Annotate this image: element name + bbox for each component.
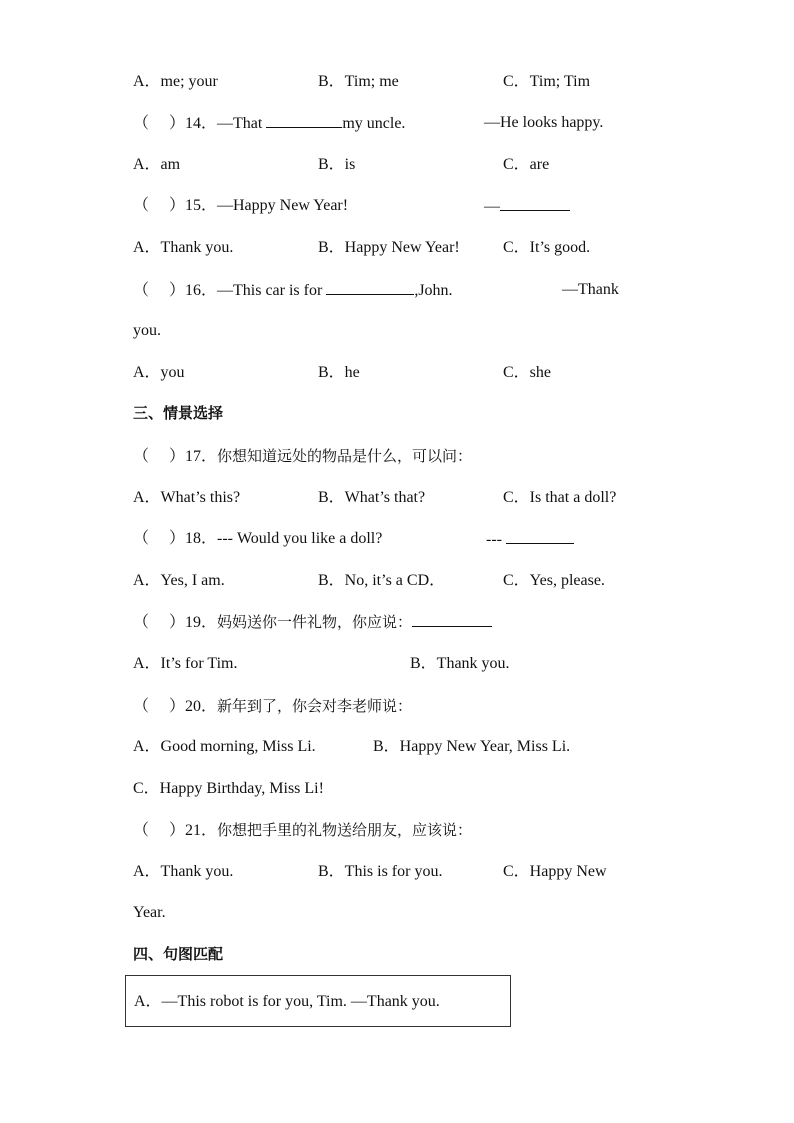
q15-option-b: B．Happy New Year! xyxy=(318,239,460,256)
q18-blank xyxy=(506,529,574,544)
q14-prefix: （ ）14．—That xyxy=(133,115,263,132)
q18-question: （ ）18．--- Would you like a doll? xyxy=(133,530,383,547)
q18-reply xyxy=(486,529,574,550)
q16-option-a: A．you xyxy=(133,364,185,381)
q15-option-a: A．Thank you. xyxy=(133,239,234,256)
q18-reply-dash: --- xyxy=(486,531,502,548)
q21-option-b: B．This is for you. xyxy=(318,863,443,880)
q15-reply-dash: — xyxy=(484,198,500,215)
q16-blank xyxy=(326,280,414,295)
q13-option-a: A．me; your xyxy=(133,73,218,90)
q20-prefix: （ ）20． xyxy=(133,698,218,715)
q13-option-c: C．Tim; Tim xyxy=(503,73,591,90)
q14-option-a: A．am xyxy=(133,156,181,173)
q15-option-c: C．It’s good. xyxy=(503,239,591,256)
section-4-title: 四、句图匹配 xyxy=(133,945,224,963)
q16-mid: ,John. xyxy=(414,282,453,299)
section-3-title: 三、情景选择 xyxy=(133,404,224,422)
q16-reply: —Thank xyxy=(562,281,619,298)
q15-reply xyxy=(484,196,570,217)
q17-text: 你想知道远处的物品是什么，可以问： xyxy=(217,447,473,465)
q14-mid: my uncle. xyxy=(342,115,406,132)
q19-text: 妈妈送你一件礼物，你应说： xyxy=(217,613,413,631)
q21-option-c: C．Happy New xyxy=(503,863,607,880)
q18-option-c: C．Yes, please. xyxy=(503,572,605,589)
q20-question xyxy=(133,696,412,717)
q19-option-a: A．It’s for Tim. xyxy=(133,655,238,672)
q19-option-b: B．Thank you. xyxy=(410,655,510,672)
q19-prefix: （ ）19． xyxy=(133,614,218,631)
q20-option-b: B．Happy New Year, Miss Li. xyxy=(373,738,571,755)
q19-blank xyxy=(412,612,492,627)
q17-option-a: A．What’s this? xyxy=(133,489,241,506)
q21-question xyxy=(133,820,472,841)
q21-option-a: A．Thank you. xyxy=(133,863,234,880)
q16-question xyxy=(133,280,453,301)
q14-question xyxy=(133,113,405,134)
q17-option-c: C．Is that a doll? xyxy=(503,489,617,506)
q18-option-a: A．Yes, I am. xyxy=(133,572,225,589)
q15-question: （ ）15．—Happy New Year! xyxy=(133,197,349,214)
q16-option-c: C．she xyxy=(503,364,552,381)
q20-option-c: C．Happy Birthday, Miss Li! xyxy=(133,780,324,797)
q21-text: 你想把手里的礼物送给朋友，应该说： xyxy=(217,821,473,839)
q14-reply: —He looks happy. xyxy=(484,114,604,131)
q16-prefix: （ ）16．—This car is for xyxy=(133,282,323,299)
q17-option-b: B．What’s that? xyxy=(318,489,426,506)
q17-question xyxy=(133,446,472,467)
q19-question xyxy=(133,612,492,633)
q13-option-b: B．Tim; me xyxy=(318,73,399,90)
q20-text: 新年到了，你会对李老师说： xyxy=(217,697,413,715)
match-box-a xyxy=(125,975,511,1027)
q20-option-a: A．Good morning, Miss Li. xyxy=(133,738,316,755)
q21-prefix: （ ）21． xyxy=(133,822,218,839)
q15-blank xyxy=(500,196,570,211)
q17-prefix: （ ）17． xyxy=(133,448,218,465)
q14-option-c: C．are xyxy=(503,156,550,173)
q16-reply-cont: you. xyxy=(133,322,161,339)
q16-option-b: B．he xyxy=(318,364,360,381)
q21-option-c-cont: Year. xyxy=(133,904,166,921)
match-a-text: A．—This robot is for you, Tim. —Thank you. xyxy=(134,993,440,1010)
q18-option-b: B．No, it’s a CD． xyxy=(318,572,446,589)
q14-option-b: B．is xyxy=(318,156,356,173)
q14-blank xyxy=(266,113,342,128)
